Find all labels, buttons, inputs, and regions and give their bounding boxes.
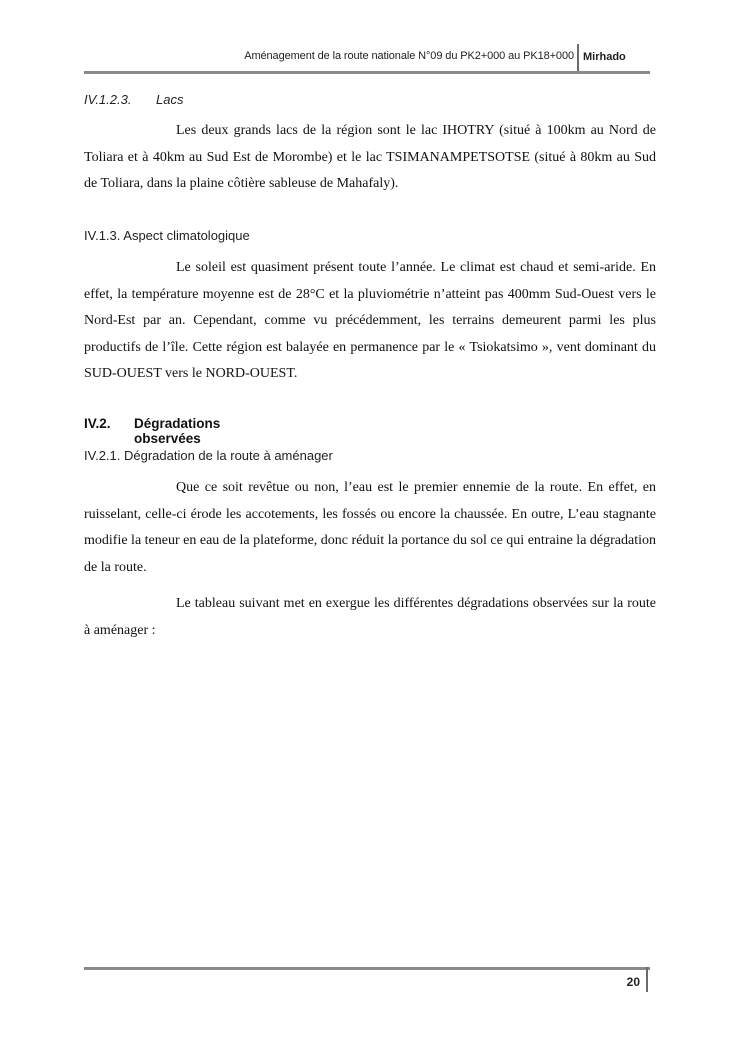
header-author: Mirhado — [583, 51, 626, 63]
header-rule — [84, 71, 650, 74]
heading-degradation-route: IV.2.1. Dégradation de la route à aménager — [84, 448, 333, 463]
paragraph-degradation-route: Que ce soit revêtue ou non, l’eau est le premier ennemie de la route. En effet, en ruisselant, celle-ci érode les accotements, les fossés ou encore la chaussée. En outre, L’eau stagnante modifie la teneur en eau de la plateforme, donc réduit la portance du sol ce qui entraine la dégradation de la route. — [84, 480, 656, 575]
header-title: Aménagement de la route nationale N°09 du PK2+000 au PK18+000 — [244, 50, 574, 62]
heading-degradations-number: IV.2. — [84, 416, 111, 431]
page-number: 20 — [626, 975, 640, 989]
heading-lacs — [84, 92, 184, 107]
paragraph-climat: Le soleil est quasiment présent toute l’année. Le climat est chaud et semi-aride. En effet, la température moyenne est de 28°C et la pluviométrie n’atteint pas 400mm Sud-Ouest vers le Nord-Est par an. Cependant, comme vu précédemment, les terrains demeurent parmi les plus productifs de l’île. Cette région est balayée en permanence par le « Tsiokatsimo », vent dominant du SUD-OUEST vers le NORD-OUEST. — [84, 260, 656, 381]
heading-degradations-title: Dégradations observées — [134, 416, 221, 446]
heading-lacs-title: Lacs — [156, 92, 184, 107]
header-separator — [577, 44, 579, 71]
paragraph-lacs: Les deux grands lacs de la région sont le lac IHOTRY (situé à 100km au Nord de Toliara et à 40km au Sud Est de Morombe) et le lac TSIMANAMPETSOTSE (situé à 80km au Sud de Toliara, dans la plaine côtière sableuse de Mahafaly). — [84, 123, 656, 191]
heading-aspect-climatologique: IV.1.3. Aspect climatologique — [84, 228, 250, 243]
footer-rule — [84, 967, 650, 970]
heading-degradations-observees — [84, 416, 221, 446]
heading-lacs-number: IV.1.2.3. — [84, 92, 132, 107]
footer-separator — [646, 967, 648, 992]
paragraph-tableau-intro: Le tableau suivant met en exergue les différentes dégradations observées sur la route à aménager : — [84, 596, 656, 638]
